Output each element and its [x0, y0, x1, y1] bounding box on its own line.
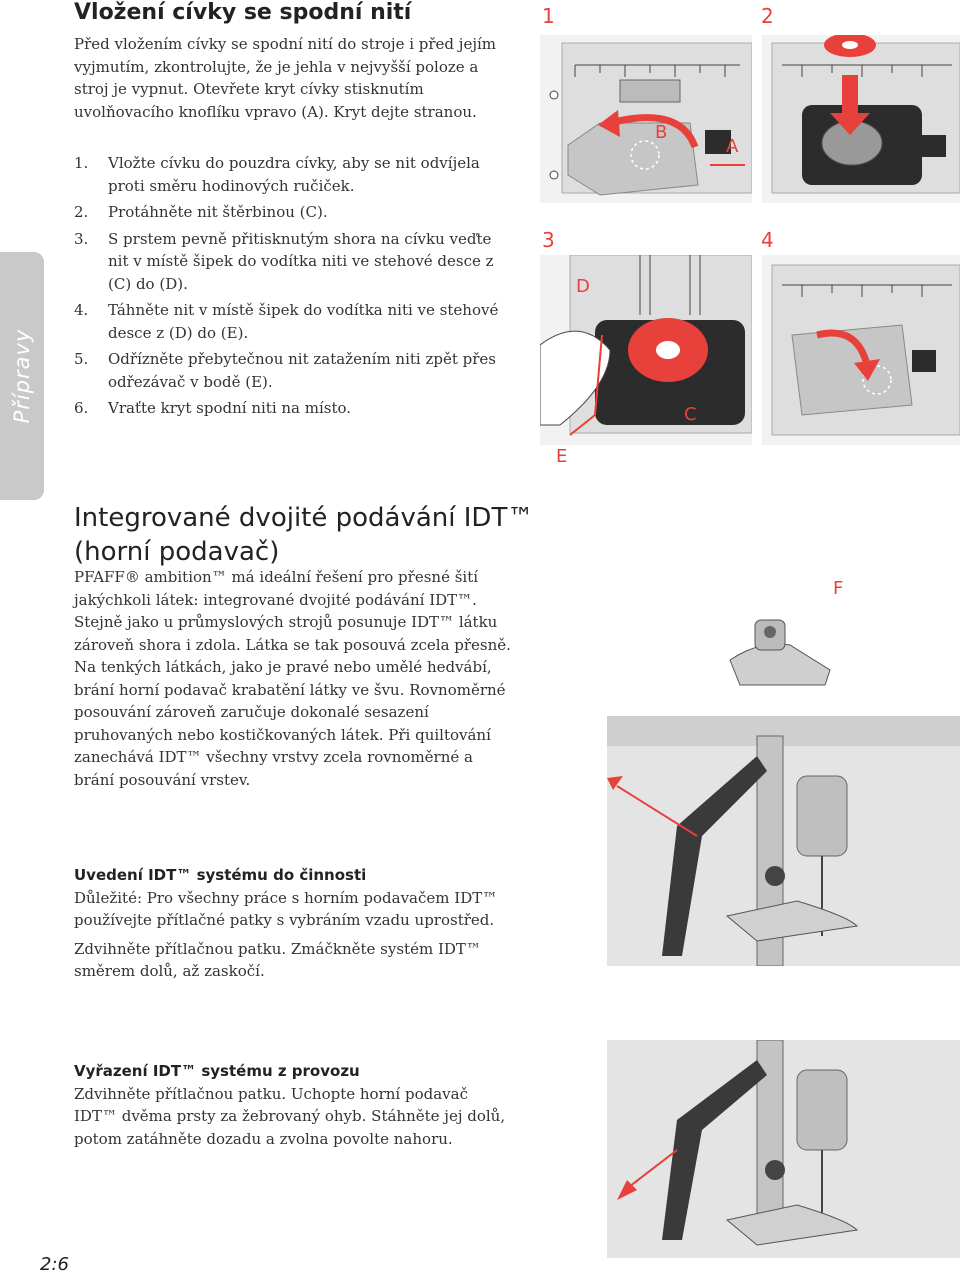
step-number: 1.: [74, 154, 89, 172]
idt-title-line1: Integrované dvojité podávání IDT™: [74, 503, 534, 533]
step-number: 6.: [74, 399, 89, 417]
figure-idt-disengage: [607, 1040, 960, 1258]
step-number: 5.: [74, 350, 89, 368]
step-item: [74, 228, 514, 296]
engage-para-2: Zdvihněte přítlačnou patku. Zmáčkněte systém IDT™ směrem dolů, až zaskočí.: [74, 939, 481, 980]
callout-d: D: [576, 276, 590, 297]
figure-presser-foot: [720, 600, 840, 700]
figure-2-insert-bobbin: [762, 35, 960, 203]
step-item: [74, 299, 514, 344]
figure-number-1: 1: [542, 4, 555, 28]
step-item: [74, 152, 514, 197]
idt-body: PFAFF® ambition™ má ideální řešení pro přesné šití jakýchkoli látek: integrované dvojité podávání IDT™. Stejně jako u průmyslových strojů posunuje IDT™ látku zároveň shora i zdola. Látka se tak posouvá zcela přesně. Na tenkých látkách, jako je pravé nebo umělé hedvábí, brání horní podavač krabatění látky ve švu. Rovnoměrné posouvání zároveň zaručuje dokonalé sesazení pruhovaných nebo kostičkovaných látek. Při quiltování zanechává IDT™ všechny vrstvy zcela rovnoměrné a brání posouvání vrstev.: [74, 568, 511, 789]
step-item: [74, 348, 514, 393]
step-item: [74, 201, 514, 224]
step-number: 2.: [74, 203, 89, 221]
figure-1-open-cover: [540, 35, 752, 203]
engage-block: [74, 864, 514, 989]
figure-idt-engage: [607, 716, 960, 966]
disengage-block: [74, 1060, 514, 1156]
step-number: 4.: [74, 301, 89, 319]
figure-number-3: 3: [542, 228, 555, 252]
step-text: Odřízněte přebytečnou nit zatažením niti zpět přes odřezávač v bodě (E).: [108, 350, 497, 391]
idt-title-line2: (horní podavač): [74, 537, 280, 567]
step-text: Táhněte nit v místě šipek do vodítka niti ve stehové desce z (D) do (E).: [108, 301, 499, 342]
step-text: Protáhněte nit štěrbinou (C).: [108, 203, 328, 221]
step-number: 3.: [74, 229, 89, 248]
page-number: 2:6: [40, 1254, 69, 1275]
callout-c: C: [684, 404, 697, 425]
step-text: Vraťte kryt spodní niti na místo.: [108, 399, 352, 417]
engage-para-1: Důležité: Pro všechny práce s horním podavačem IDT™ používejte přítlačné patky s vybráním vzadu uprostřed.: [74, 888, 498, 929]
figure-number-4: 4: [761, 228, 774, 252]
disengage-title: Vyřazení IDT™ systému z provozu: [74, 1062, 360, 1080]
step-text: Vložte cívku do pouzdra cívky, aby se nit odvíjela proti směru hodinových ručiček.: [108, 154, 480, 195]
engage-title: Uvedení IDT™ systému do činnosti: [74, 866, 367, 884]
chapter-tab-label: Přípravy: [10, 328, 34, 424]
figure-3-thread-bobbin: [540, 255, 752, 445]
callout-e: E: [556, 446, 568, 467]
section-title-idt: [74, 501, 534, 569]
step-item: [74, 397, 514, 420]
figure-number-2: 2: [761, 4, 774, 28]
step-text: S prstem pevně přitisknutým shora na cívku veďte nit v místě šipek do vodítka niti ve stehové desce z (C) do (D).: [108, 229, 494, 293]
figure-4-close-cover: [762, 255, 960, 445]
bobbin-intro: Před vložením cívky se spodní nití do stroje i před jejím vyjmutím, zkontrolujte, že je jehla v nejvyšší poloze a stroj je vypnut. Otevřete kryt cívky stisknutím uvolňovacího knoflíku vpravo (A). Kryt dejte stranou.: [74, 35, 497, 121]
bobbin-steps: [74, 152, 514, 424]
chapter-tab: [0, 252, 44, 500]
callout-a: A: [726, 136, 739, 157]
callout-f: F: [833, 578, 844, 599]
section-title-bobbin: Vložení cívky se spodní nití: [74, 0, 412, 25]
disengage-para-1: Zdvihněte přítlačnou patku. Uchopte horní podavač IDT™ dvěma prsty za žebrovaný ohyb. Stáhněte jej dolů, potom zatáhněte dozadu a zvolna povolte nahoru.: [74, 1084, 506, 1148]
callout-b: B: [655, 122, 668, 143]
